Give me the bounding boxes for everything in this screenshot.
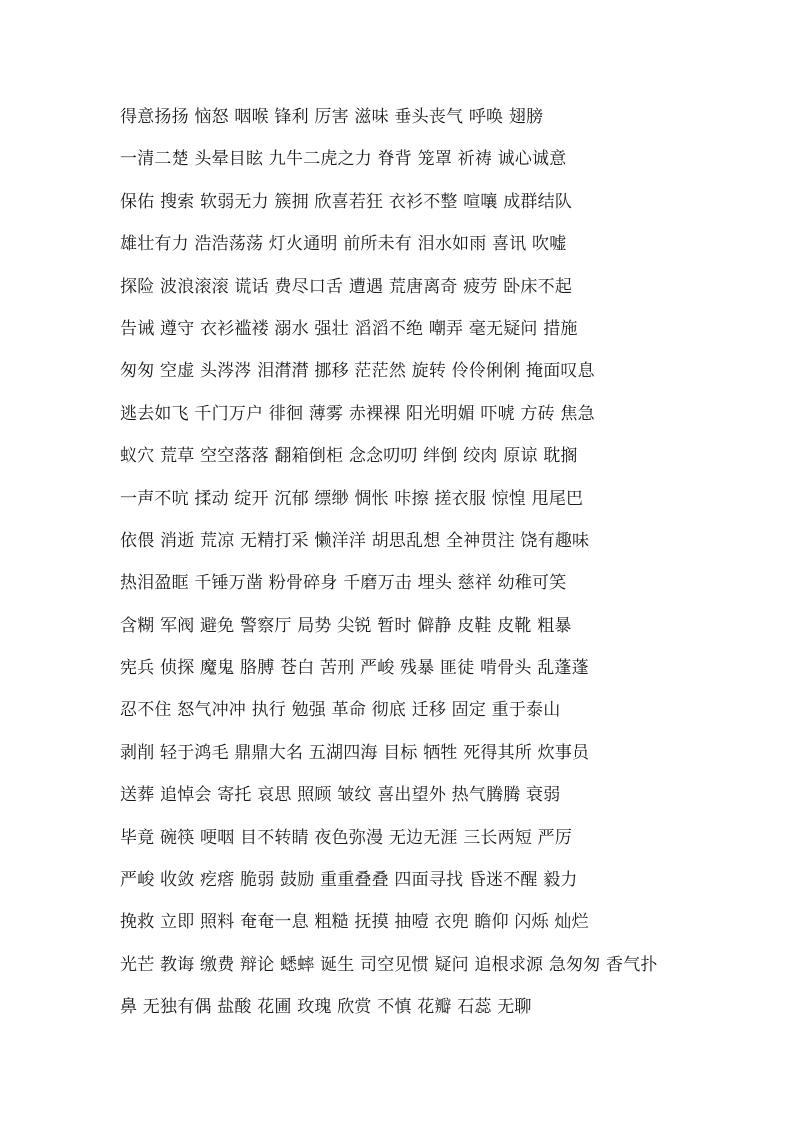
text-line: 一声不吭 揉动 绽开 沉郁 缥缈 惆怅 咔擦 搓衣服 惊惶 甩尾巴 xyxy=(120,488,584,509)
text-line: 挽救 立即 照料 奄奄一息 粗糙 抚摸 抽噎 衣兜 瞻仰 闪烁 灿烂 xyxy=(120,912,589,933)
text-line: 雄壮有力 浩浩荡荡 灯火通明 前所未有 泪水如雨 喜讯 吹嘘 xyxy=(120,234,567,255)
text-line: 严峻 收敛 疙瘩 脆弱 鼓励 重重叠叠 四面寻找 昏迷不醒 毅力 xyxy=(120,870,578,891)
text-line: 宪兵 侦探 魔鬼 胳膊 苍白 苦刑 严峻 残暴 匪徒 啃骨头 乱蓬蓬 xyxy=(120,658,589,679)
text-line: 光芒 教诲 缴费 辩论 蟋蟀 诞生 司空见惯 疑问 追根求源 急匆匆 香气扑 xyxy=(120,954,658,975)
text-line: 热泪盈眶 千锤万凿 粉骨碎身 千磨万击 埋头 慈祥 幼稚可笑 xyxy=(120,573,567,594)
text-line: 依偎 消逝 荒凉 无精打采 懒洋洋 胡思乱想 全神贯注 饶有趣味 xyxy=(120,530,590,551)
text-line: 含糊 军阀 避免 警察厅 局势 尖锐 暂时 僻静 皮鞋 皮靴 粗暴 xyxy=(120,615,572,636)
text-line: 一清二楚 头晕目眩 九牛二虎之力 脊背 笼罩 祈祷 诚心诚意 xyxy=(120,149,567,170)
text-line: 匆匆 空虚 头涔涔 泪潸潸 挪移 茫茫然 旋转 伶伶俐俐 掩面叹息 xyxy=(120,361,595,382)
text-line: 忍不住 怒气冲冲 执行 勉强 革命 彻底 迁移 固定 重于泰山 xyxy=(120,700,561,721)
text-line: 得意扬扬 恼怒 咽喉 锋利 厉害 滋味 垂头丧气 呼唤 翅膀 xyxy=(120,107,544,127)
text-line: 探险 波浪滚滚 谎话 费尽口舌 遭遇 荒唐离奇 疲劳 卧床不起 xyxy=(120,276,573,297)
text-line: 剥削 轻于鸿毛 鼎鼎大名 五湖四海 目标 牺牲 死得其所 炊事员 xyxy=(120,742,590,763)
text-line: 蚁穴 荒草 空空落落 翻箱倒柜 念念叨叨 绊倒 绞肉 原谅 耽搁 xyxy=(120,446,578,467)
text-line: 毕竟 碗筷 哽咽 目不转睛 夜色弥漫 无边无涯 三长两短 严厉 xyxy=(120,827,573,848)
text-line: 鼻 无独有偶 盐酸 花圃 玫瑰 欣赏 不慎 花瓣 石蕊 无聊 xyxy=(120,997,532,1018)
vocabulary-list xyxy=(120,102,720,1035)
text-line: 告诫 遵守 衣衫褴褛 溺水 强壮 滔滔不绝 嘲弄 毫无疑问 措施 xyxy=(120,318,578,339)
text-line: 送葬 追悼会 寄托 哀思 照顾 皱纹 喜出望外 热气腾腾 衰弱 xyxy=(120,785,561,806)
text-line: 逃去如飞 千门万户 徘徊 薄雾 赤裸裸 阳光明媚 吓唬 方砖 焦急 xyxy=(120,403,595,424)
text-line: 保佑 搜索 软弱无力 簇拥 欣喜若狂 衣衫不整 喧嚷 成群结队 xyxy=(120,191,573,212)
